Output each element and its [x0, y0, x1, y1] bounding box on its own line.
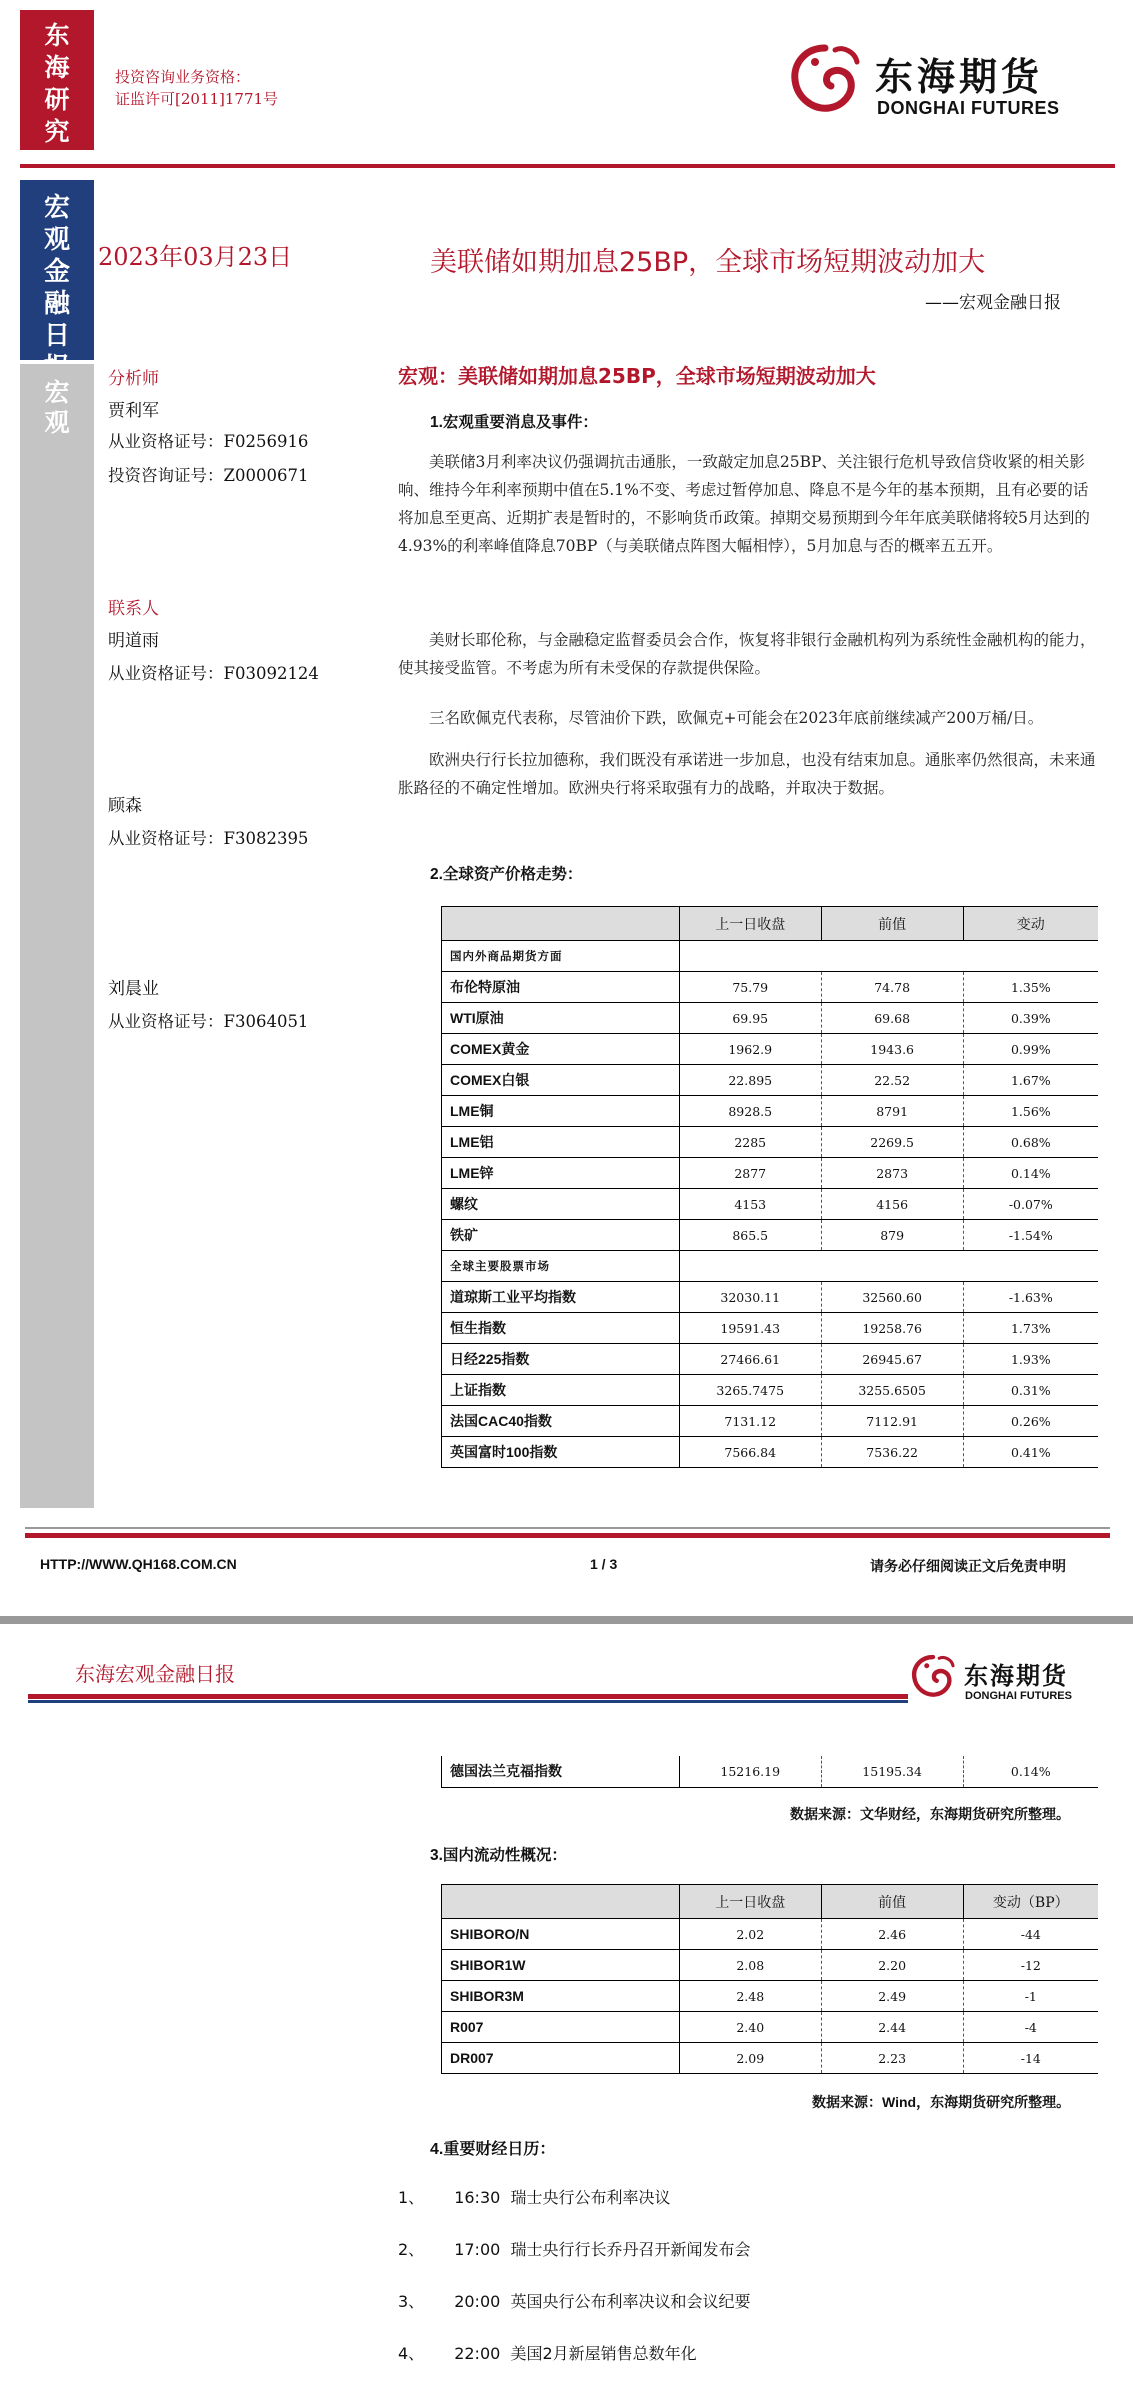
liquidity-table-header — [442, 1885, 1099, 1919]
table-row — [442, 1096, 1099, 1127]
dragon-logo-icon — [908, 1652, 958, 1702]
calendar-item-1 — [398, 2185, 670, 2208]
row-change: 0.14% — [963, 1756, 1098, 1787]
row-change: -4 — [963, 2012, 1098, 2043]
calendar-num: 1、 — [398, 2188, 425, 2207]
asset-price-table-continued — [441, 1756, 1098, 1788]
row-prev: 7536.22 — [821, 1437, 963, 1468]
row-close: 4153 — [679, 1189, 821, 1220]
calendar-event: 英国央行公布利率决议和会议纪要 — [510, 2292, 751, 2311]
page2-logo-cn: 东海期货 — [964, 1662, 1068, 1690]
row-name: WTI原油 — [442, 1003, 680, 1034]
sub-tag — [20, 364, 94, 1508]
footer-rule-grey — [25, 1527, 1110, 1529]
contact-cert-1: 从业资格证号：F03092124 — [108, 664, 319, 683]
table-row — [442, 1950, 1099, 1981]
news-paragraph-2: 美财长耶伦称，与金融稳定监督委员会合作，恢复将非银行金融机构列为系统性金融机构的能力，使其接受监管。不考虑为所有未受保的存款提供保险。 — [398, 631, 1096, 677]
row-change: -1 — [963, 1981, 1098, 2012]
calendar-num: 3、 — [398, 2292, 425, 2311]
liq-header-blank — [442, 1885, 680, 1919]
equity-rows — [442, 1282, 1099, 1468]
row-change: 0.99% — [963, 1034, 1098, 1065]
calendar-item-3 — [398, 2289, 750, 2312]
row-prev: 8791 — [821, 1096, 963, 1127]
table-row — [442, 2043, 1099, 2074]
row-prev: 2.44 — [821, 2012, 963, 2043]
row-prev: 19258.76 — [821, 1313, 963, 1344]
row-close: 2.40 — [679, 2012, 821, 2043]
row-close: 19591.43 — [679, 1313, 821, 1344]
row-change: 1.56% — [963, 1096, 1098, 1127]
asset-price-table — [441, 906, 1098, 1468]
table-row — [442, 1313, 1099, 1344]
contact-name-2: 顾森 — [108, 796, 142, 816]
row-name: 日经225指数 — [442, 1344, 680, 1375]
row-close: 7566.84 — [679, 1437, 821, 1468]
row-close: 15216.19 — [679, 1756, 821, 1787]
commodity-section-label: 国内外商品期货方面 — [442, 941, 680, 972]
logo-en: DONGHAI FUTURES — [877, 98, 1060, 118]
page2-logo-en: DONGHAI FUTURES — [965, 1690, 1072, 1702]
liquidity-table — [441, 1884, 1098, 2074]
report-title: 美联储如期加息25BP，全球市场短期波动加大 — [430, 247, 986, 278]
row-close: 8928.5 — [679, 1096, 821, 1127]
row-name: LME铜 — [442, 1096, 680, 1127]
row-change: -14 — [963, 2043, 1098, 2074]
section-title: 宏观：美联储如期加息25BP，全球市场短期波动加大 — [398, 364, 876, 388]
liq-header-chg: 变动（BP） — [963, 1885, 1098, 1919]
row-close: 2.08 — [679, 1950, 821, 1981]
row-change: -1.54% — [963, 1220, 1098, 1251]
table-row — [442, 1344, 1099, 1375]
news-paragraph-1: 美联储3月利率决议仍强调抗击通胀，一致敲定加息25BP、关注银行危机导致信贷收紧的相关影响、维持今年利率预期中值在5.1%不变、考虑过暂停加息、降息不是今年的基本预期，且有必要的话将加息至更高、近期扩表是暂时的，不影响货币政策。掉期交易预期到今年年底美联储将较5月达到的4.93%的利率峰值降息70BP（与美联储点阵图大幅相悖），5月加息与否的概率五五开。 — [398, 453, 1090, 555]
header-divider — [20, 164, 1115, 168]
row-prev: 74.78 — [821, 972, 963, 1003]
contact-heading: 联系人 — [108, 599, 159, 619]
row-name: SHIBOR1W — [442, 1950, 680, 1981]
row-prev: 15195.34 — [821, 1756, 963, 1787]
row-change: 0.41% — [963, 1437, 1098, 1468]
logo-cn: 东海期货 — [875, 55, 1044, 99]
dragon-logo-icon — [785, 40, 865, 120]
liquidity-rows — [442, 1919, 1099, 2074]
header-col-close: 上一日收盘 — [679, 907, 821, 941]
news-paragraph-4: 欧洲央行行长拉加德称，我们既没有承诺进一步加息，也没有结束加息。通胀率仍然很高，未来通胀路径的不确定性增加。欧洲央行将采取强有力的战略，并取决于数据。 — [398, 751, 1096, 797]
row-prev: 2.23 — [821, 2043, 963, 2074]
row-close: 69.95 — [679, 1003, 821, 1034]
row-prev: 22.52 — [821, 1065, 963, 1096]
row-change: 1.93% — [963, 1344, 1098, 1375]
row-name: COMEX白银 — [442, 1065, 680, 1096]
row-change: 0.39% — [963, 1003, 1098, 1034]
row-name: 上证指数 — [442, 1375, 680, 1406]
table-row — [442, 1220, 1099, 1251]
report-date: 2023年03月23日 — [98, 243, 293, 271]
header-col-chg: 变动 — [963, 907, 1098, 941]
analyst-heading: 分析师 — [108, 369, 159, 389]
assets-heading: 2.全球资产价格走势： — [430, 866, 583, 883]
header-blank-cell — [442, 907, 680, 941]
row-close: 865.5 — [679, 1220, 821, 1251]
table-row — [442, 1065, 1099, 1096]
category-tag — [20, 180, 94, 360]
table-row — [442, 972, 1099, 1003]
calendar-time: 22:00 — [454, 2344, 501, 2363]
table-row — [442, 1981, 1099, 2012]
liq-header-close: 上一日收盘 — [679, 1885, 821, 1919]
table-row — [442, 1282, 1099, 1313]
calendar-time: 17:00 — [454, 2240, 501, 2259]
row-name: SHIBORO/N — [442, 1919, 680, 1950]
liq-header-prev: 前值 — [821, 1885, 963, 1919]
table-row — [442, 1375, 1099, 1406]
row-close: 32030.11 — [679, 1282, 821, 1313]
calendar-item-4 — [398, 2341, 697, 2364]
row-name: 铁矿 — [442, 1220, 680, 1251]
calendar-event: 瑞士央行公布利率决议 — [510, 2188, 671, 2207]
page2-header-rule-blue — [28, 1700, 908, 1703]
row-change: 1.67% — [963, 1065, 1098, 1096]
row-prev: 2873 — [821, 1158, 963, 1189]
table-row — [442, 1158, 1099, 1189]
news-heading: 1.宏观重要消息及事件： — [430, 414, 598, 431]
table-row — [442, 1437, 1099, 1468]
row-prev: 2.46 — [821, 1919, 963, 1950]
calendar-heading: 4.重要财经日历： — [430, 2141, 556, 2158]
equity-section-row — [442, 1251, 1099, 1282]
row-change: -1.63% — [963, 1282, 1098, 1313]
footer-disclaimer: 请务必仔细阅读正文后免责申明 — [870, 1558, 1066, 1574]
row-change: -12 — [963, 1950, 1098, 1981]
row-name: 德国法兰克福指数 — [442, 1756, 680, 1787]
license-line1: 投资咨询业务资格： — [115, 68, 251, 86]
row-prev: 2.49 — [821, 1981, 963, 2012]
row-prev: 26945.67 — [821, 1344, 963, 1375]
contact-cert-3: 从业资格证号：F3064051 — [108, 1012, 309, 1031]
row-close: 2.48 — [679, 1981, 821, 2012]
continued-rows — [442, 1756, 1099, 1787]
brand-tag — [20, 10, 94, 150]
row-change: 1.35% — [963, 972, 1098, 1003]
row-close: 22.895 — [679, 1065, 821, 1096]
row-change: 0.31% — [963, 1375, 1098, 1406]
table-row — [442, 2012, 1099, 2043]
liquidity-source: 数据来源：Wind，东海期货研究所整理。 — [812, 2094, 1071, 2110]
row-change: -44 — [963, 1919, 1098, 1950]
table-row — [442, 1127, 1099, 1158]
table-row — [442, 1189, 1099, 1220]
table-row — [442, 1919, 1099, 1950]
row-close: 2.09 — [679, 2043, 821, 2074]
row-prev: 879 — [821, 1220, 963, 1251]
row-name: DR007 — [442, 2043, 680, 2074]
page2-header-rule-red — [28, 1694, 908, 1699]
calendar-time: 20:00 — [454, 2292, 501, 2311]
row-close: 27466.61 — [679, 1344, 821, 1375]
row-change: 0.68% — [963, 1127, 1098, 1158]
row-name: 螺纹 — [442, 1189, 680, 1220]
brand-tag-text: 东海研究 — [44, 21, 70, 146]
row-prev: 3255.6505 — [821, 1375, 963, 1406]
analyst-cert2: 投资咨询证号：Z0000671 — [108, 466, 309, 485]
row-close: 1962.9 — [679, 1034, 821, 1065]
row-close: 2877 — [679, 1158, 821, 1189]
table-row — [442, 1406, 1099, 1437]
page-gap — [0, 1616, 1133, 1624]
company-logo — [785, 40, 1105, 140]
calendar-item-2 — [398, 2237, 750, 2260]
row-name: 法国CAC40指数 — [442, 1406, 680, 1437]
commodity-section-row — [442, 941, 1099, 972]
calendar-num: 4、 — [398, 2344, 425, 2363]
footer-url[interactable]: HTTP://WWW.QH168.COM.CN — [40, 1556, 237, 1572]
row-change: 0.14% — [963, 1158, 1098, 1189]
row-close: 2285 — [679, 1127, 821, 1158]
calendar-num: 2、 — [398, 2240, 425, 2259]
calendar-event: 瑞士央行行长乔丹召开新闻发布会 — [510, 2240, 751, 2259]
row-prev: 69.68 — [821, 1003, 963, 1034]
row-prev: 2269.5 — [821, 1127, 963, 1158]
assets-source: 数据来源：文华财经，东海期货研究所整理。 — [790, 1806, 1070, 1822]
row-name: 恒生指数 — [442, 1313, 680, 1344]
row-name: 布伦特原油 — [442, 972, 680, 1003]
asset-table-header — [442, 907, 1099, 941]
row-name: COMEX黄金 — [442, 1034, 680, 1065]
row-name: LME锌 — [442, 1158, 680, 1189]
category-tag-text: 宏观金融日 — [43, 193, 70, 351]
row-prev: 1943.6 — [821, 1034, 963, 1065]
analyst-cert1: 从业资格证号：F0256916 — [108, 432, 309, 451]
row-change: -0.07% — [963, 1189, 1098, 1220]
row-close: 3265.7475 — [679, 1375, 821, 1406]
footer-rule-red — [25, 1533, 1110, 1538]
liquidity-heading: 3.国内流动性概况： — [430, 1847, 567, 1864]
report-subtitle: ——宏观金融日报 — [925, 293, 1061, 313]
contact-cert-2: 从业资格证号：F3082395 — [108, 829, 309, 848]
sub-tag-text: 宏观 — [44, 378, 70, 437]
commodity-rows — [442, 972, 1099, 1251]
equity-section-label: 全球主要股票市场 — [442, 1251, 680, 1282]
table-row — [442, 1003, 1099, 1034]
table-row — [442, 1034, 1099, 1065]
row-prev: 4156 — [821, 1189, 963, 1220]
row-prev: 2.20 — [821, 1950, 963, 1981]
analyst-name: 贾利军 — [108, 401, 159, 421]
contact-name-3: 刘晨业 — [108, 979, 159, 999]
table-row — [442, 1756, 1099, 1787]
row-close: 75.79 — [679, 972, 821, 1003]
license-line2: 证监许可[2011]1771号 — [115, 90, 279, 108]
calendar-event: 美国2月新屋销售总数年化 — [510, 2344, 697, 2363]
header-col-prev: 前值 — [821, 907, 963, 941]
news-paragraph-3: 三名欧佩克代表称，尽管油价下跌，欧佩克+可能会在2023年底前继续减产200万桶/日。 — [429, 709, 1044, 727]
row-name: R007 — [442, 2012, 680, 2043]
calendar-time: 16:30 — [454, 2188, 501, 2207]
footer-page-number: 1 / 3 — [590, 1556, 618, 1572]
row-name: 道琼斯工业平均指数 — [442, 1282, 680, 1313]
row-close: 7131.12 — [679, 1406, 821, 1437]
page2-logo — [908, 1652, 1108, 1714]
row-change: 0.26% — [963, 1406, 1098, 1437]
row-name: 英国富时100指数 — [442, 1437, 680, 1468]
row-name: SHIBOR3M — [442, 1981, 680, 2012]
row-name: LME铝 — [442, 1127, 680, 1158]
row-prev: 7112.91 — [821, 1406, 963, 1437]
contact-name-1: 明道雨 — [108, 631, 159, 651]
row-close: 2.02 — [679, 1919, 821, 1950]
page2-title: 东海宏观金融日报 — [75, 1662, 235, 1686]
row-prev: 32560.60 — [821, 1282, 963, 1313]
row-change: 1.73% — [963, 1313, 1098, 1344]
